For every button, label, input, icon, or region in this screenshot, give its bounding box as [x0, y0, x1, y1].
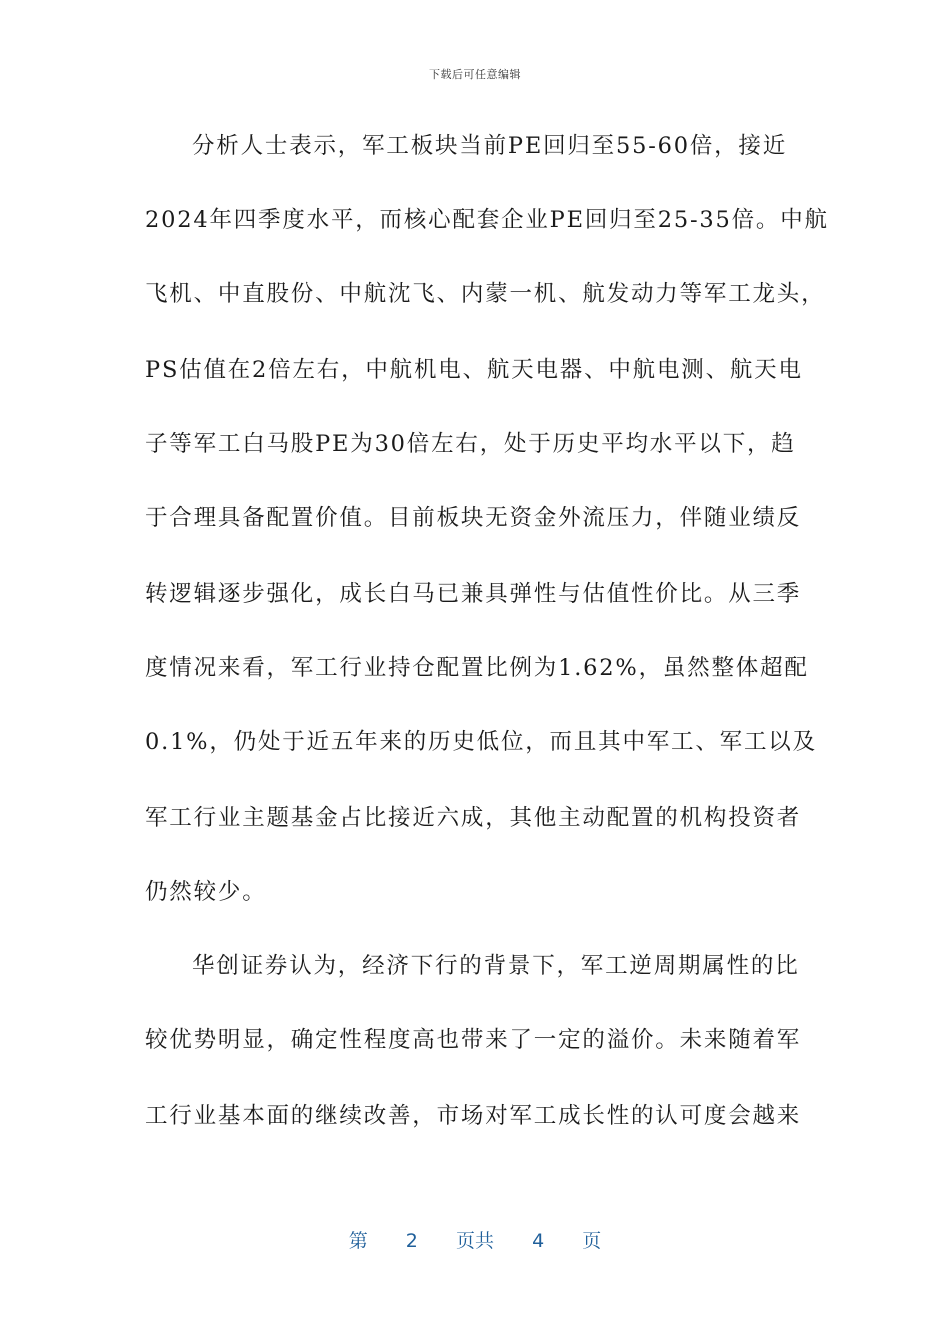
text-line: PS估值在2倍左右，中航机电、航天电器、中航电测、航天电	[145, 357, 803, 383]
text-line: 军工行业主题基金占比接近六成，其他主动配置的机构投资者	[145, 805, 802, 831]
page-label-prefix: 第	[348, 1230, 368, 1252]
text-line: 子等军工白马股PE为30倍左右，处于历史平均水平以下，趋	[145, 431, 796, 457]
text-line: 仍然较少。	[145, 879, 267, 905]
text-line: 较优势明显，确定性程度高也带来了一定的溢价。未来随着军	[145, 1027, 802, 1053]
text-line: 0.1%，仍处于近五年来的历史低位，而且其中军工、军工以及	[145, 729, 817, 755]
text-line: 分析人士表示，军工板块当前PE回归至55-60倍，接近	[192, 133, 788, 159]
page-label-mid: 页共	[455, 1230, 494, 1252]
header-note: 下载后可任意编辑	[429, 68, 521, 81]
page-total: 4	[532, 1230, 545, 1252]
text-line: 于合理具备配置价值。目前板块无资金外流压力，伴随业绩反	[145, 505, 802, 531]
page-number: 2	[405, 1230, 418, 1252]
text-line: 度情况来看，军工行业持仓配置比例为1.62%，虽然整体超配	[145, 655, 809, 681]
page-footer	[0, 1226, 950, 1253]
text-line: 转逻辑逐步强化，成长白马已兼具弹性与估值性价比。从三季	[145, 581, 802, 607]
page-label-suffix: 页	[582, 1230, 602, 1252]
text-line: 工行业基本面的继续改善，市场对军工成长性的认可度会越来	[145, 1103, 802, 1129]
text-line: 飞机、中直股份、中航沈飞、内蒙一机、航发动力等军工龙头，	[145, 281, 826, 307]
text-line: 华创证券认为，经济下行的背景下，军工逆周期属性的比	[192, 953, 800, 979]
text-line: 2024年四季度水平，而核心配套企业PE回归至25-35倍。中航	[145, 207, 829, 233]
